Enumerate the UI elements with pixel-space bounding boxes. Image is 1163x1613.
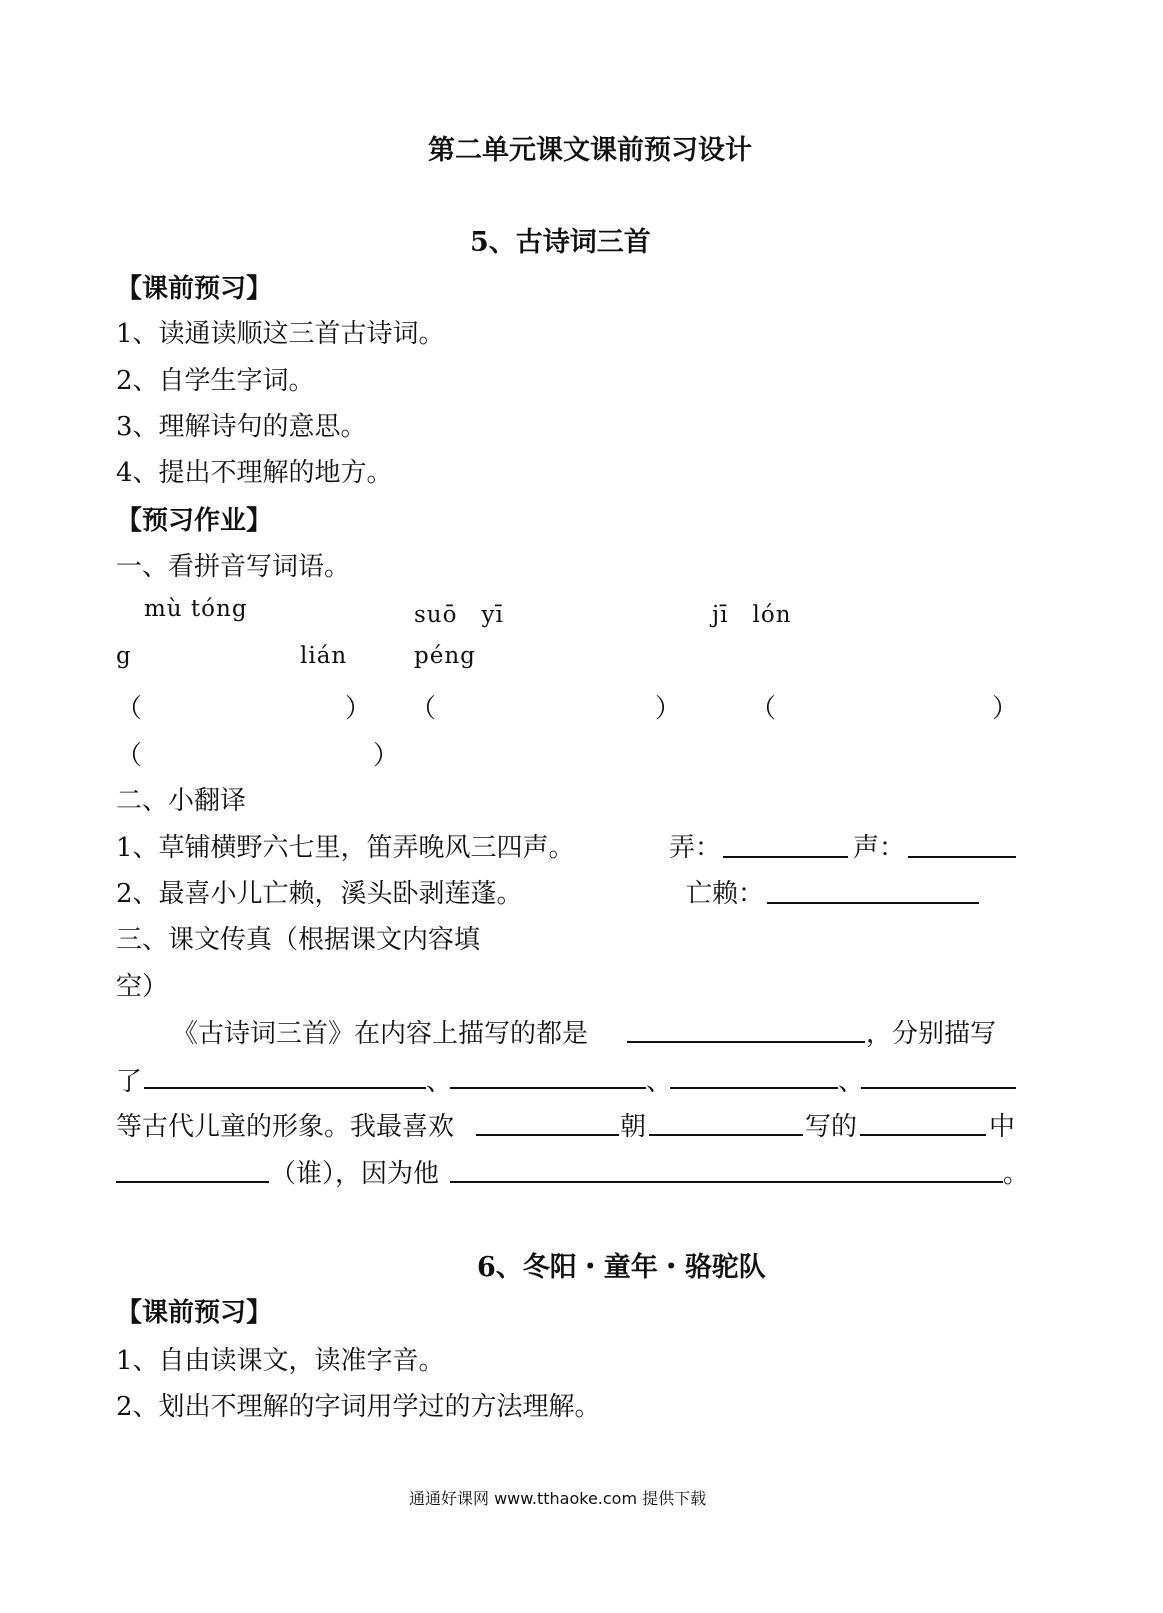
answer-blank[interactable] [860,1134,986,1136]
pinyin-lian: lián [300,643,348,669]
fill-text: 朝 [620,1112,647,1142]
fill-text: 了 [116,1067,143,1097]
label-nong: 弄： [669,833,722,863]
pinyin-suoyi: suō yī [414,602,504,628]
preview-item: 1、读通读顺这三首古诗词。 [116,319,445,349]
fill-text: 。 [1003,1159,1030,1189]
fill-text: （谁），因为他 [270,1159,440,1189]
answer-blank[interactable] [144,1087,426,1089]
page-footer: 通通好课网 www.tthaoke.com 提供下载 [409,1489,707,1508]
translate-line-1: 1、草铺横野六七里，笛弄晚风三四声。 [116,833,575,863]
answer-paren-close: ） [345,694,372,724]
separator: 、 [426,1067,453,1097]
answer-blank[interactable] [670,1087,838,1089]
fill-text: 写的 [805,1112,858,1142]
answer-blank[interactable] [861,1087,1016,1089]
answer-paren-close: ） [992,694,1019,724]
answer-paren-open: （ [750,694,777,724]
pinyin-g: g [116,643,132,669]
answer-blank[interactable] [450,1087,646,1089]
question-3: 三、课文传真（根据课文内容填 [116,925,481,955]
preview-item: 4、提出不理解的地方。 [116,458,393,488]
answer-blank[interactable] [116,1181,269,1183]
document-title: 第二单元课文课前预习设计 [428,135,752,166]
answer-blank[interactable] [627,1041,865,1043]
answer-paren-open: （ [116,741,143,771]
label-wanglai: 亡赖： [686,879,765,909]
question-2: 二、小翻译 [116,786,247,816]
separator: 、 [838,1067,865,1097]
label-sheng: 声： [853,833,906,863]
preview-item: 2、自学生字词。 [116,366,315,396]
answer-paren-close: ） [373,741,400,771]
answer-paren-open: （ [116,694,143,724]
fill-text: 中 [989,1112,1016,1142]
answer-blank[interactable] [908,856,1016,858]
fill-text: 《古诗词三首》在内容上描写的都是 [172,1019,589,1049]
lesson5-title: 5、古诗词三首 [470,227,651,258]
answer-blank[interactable] [476,1134,619,1136]
answer-paren-close: ） [655,694,682,724]
translate-line-2: 2、最喜小儿亡赖，溪头卧剥莲蓬。 [116,879,523,909]
fill-text: 等古代儿童的形象。我最喜欢 [116,1112,455,1142]
answer-blank[interactable] [649,1134,803,1136]
answer-blank[interactable] [723,856,848,858]
pinyin-jilong: jī lón [712,602,792,628]
lesson6-preview-header: 【课前预习】 [116,1298,273,1328]
fill-text: ，分别描写 [866,1019,997,1049]
question-1: 一、看拼音写词语。 [116,552,351,582]
answer-paren-open: （ [410,694,437,724]
preview-item: 3、理解诗句的意思。 [116,412,367,442]
pinyin-peng: péng [414,643,476,669]
separator: 、 [646,1067,673,1097]
preview-item: 1、自由读课文，读准字音。 [116,1346,445,1376]
question-3-cont: 空） [116,972,169,1002]
pinyin-mutong: mù tóng [144,596,248,622]
lesson5-preview-header: 【课前预习】 [116,274,273,304]
answer-blank[interactable] [767,902,979,904]
lesson6-title: 6、冬阳・童年・骆驼队 [477,1252,766,1283]
preview-item: 2、划出不理解的字词用学过的方法理解。 [116,1392,601,1422]
homework-header: 【预习作业】 [116,506,273,536]
answer-blank[interactable] [450,1181,1003,1183]
